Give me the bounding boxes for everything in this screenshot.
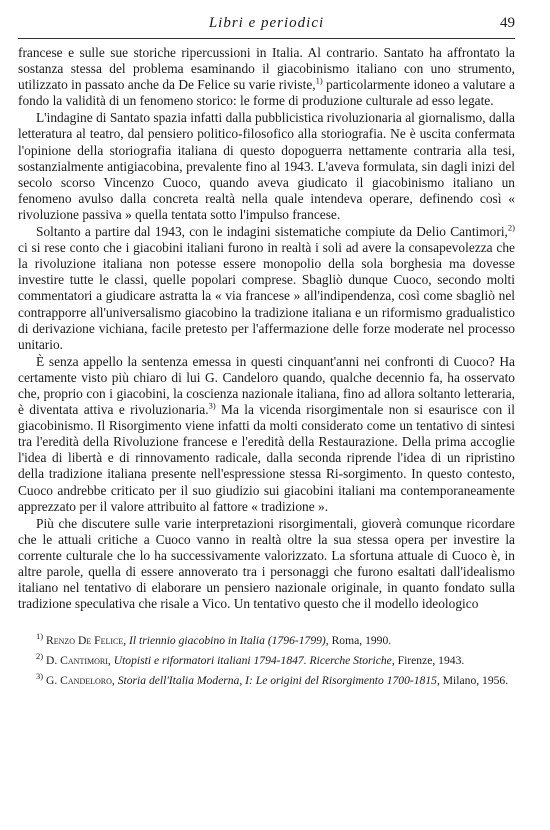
footnote-marker: 1): [36, 631, 44, 642]
footnote-ref: 2): [507, 222, 515, 233]
book-page: [18, 12, 515, 692]
footnote-ref: 1): [315, 75, 323, 86]
running-header: [18, 12, 515, 39]
text-segment: Soltanto a partire dal 1943, con le indagini sistematiche compiute da Delio Cantimori,: [36, 224, 508, 240]
footnote: [18, 672, 515, 689]
text-segment: L'indagine di Santato spazia infatti dalla pubblicistica rivoluzionaria al giornalismo, dalla letteratura al teatro, dal pensiero politico-filosofico alla storiografia. Ne è uscita confermata l'opinione della storiografia italiana di questo dopoguerra nettamente contraria alla tesi, sostanzialmente antigiacobina, prevalente fino al 1943. L'aveva formulata, sin dagli inizi del secolo scorso Vincenzo Cuoco, quando aveva giudicato il giacobinismo italiano un fenomeno avulso dalla concreta realtà nella quale intendeva operare, definendo così « rivoluzione passiva » quella tentata sotto l'impulso francese.: [18, 110, 515, 222]
footnote-text: , Milano, 1956.: [436, 674, 509, 688]
footnote-text: ,: [107, 654, 114, 668]
body-paragraph: [18, 110, 515, 223]
text-segment: Ma la vicenda risorgimentale non si esaurisce con il giacobinismo. Il Risorgimento viene infatti da molti considerato come un tentativo di sintesi tra l'eredità della Rivoluzione francese e l'eredità della Restaurazione. Della prima accoglie l'idea di libertà e di rinnovamento radicale, dalla seconda riprende l'idea di un ripristino della tradizione italiana presente nell'espressione stessa Ri-sorgimento. In questo contesto, Cuoco andrebbe criticato per il suo giudizio sui giacobini italiani ma contemporaneamente apprezzato per il valore attribuito al fattore « tradizione ».: [18, 402, 515, 514]
page-number: 49: [500, 15, 515, 31]
footnote-text: ,: [123, 634, 130, 648]
footnote-marker: 3): [36, 671, 44, 682]
footnote-text: Storia dell'Italia Moderna, I: Le origini del Risorgimento 1700-1815: [117, 674, 437, 688]
footnote: [18, 632, 515, 649]
text-segment: È senza appello la sentenza emessa in questi cinquant'anni nei confronti di Cuoco? Ha certamente visto più chiaro di lui G. Candeloro quando, qualche decennio fa, ha osservato che, proprio con i giacobini, la coscienza nazionale italiana, fino ad allora soltanto letteraria, è diventata attiva e rivoluzionaria.: [18, 353, 515, 418]
footnote-ref: 3): [208, 400, 216, 411]
text-segment: particolarmente idoneo a valutare a fondo la validità di un fenomeno storico: le forme di produzione culturale ad esso legate.: [18, 77, 515, 109]
text-segment: Più che discutere sulle varie interpretazioni risorgimentali, gioverà comunque ricordare che le attuali critiche a Cuoco vanno in realtà oltre la sua stessa opera per investire la corrente culturale che lo ha successivamente valorizzato. La sfortuna attuale di Cuoco è, in altre parole, quella di essere annoverato tra i personaggi che furono esaltati dall'idealismo italiano nel tentativo di elaborare un pensiero nazionale originale, in quanto fondato sulla tradizione speculativa che risale a Vico. Un tentativo questo che il modello ideologico: [18, 515, 515, 612]
footnote-marker: 2): [36, 651, 44, 662]
body-paragraph: [18, 45, 515, 109]
footnote-text: , Firenze, 1943.: [391, 654, 465, 668]
footnote-text: D. Cantimori: [46, 654, 108, 668]
body-paragraph: [18, 516, 515, 613]
footnote-text: ,: [111, 674, 118, 688]
text-segment: ci si rese conto che i giacobini italiani furono in realtà i soli ad avere la consapevolezza che la rivoluzione italiana non potesse essere monopolio della sola borghesia ma dovesse investire tutte le classi, quelle popolari comprese. Sbagliò dunque Cuoco, secondo molti commentatori a giudicare astratta la « via francese » all'indipendenza, così come sbagliò nel contrapporre all'universalismo giacobino la tradizione italiana e un riformismo gradualistico di derivazione vichiana, facile pretesto per l'affermazione delle forze moderate nel processo unitario.: [18, 240, 515, 352]
footnote-text: G. Candeloro: [46, 674, 112, 688]
body-paragraph: [18, 354, 515, 515]
body-text: [18, 45, 515, 612]
footnotes: [18, 632, 515, 689]
footnote: [18, 652, 515, 669]
footnote-text: , Roma, 1990.: [325, 634, 392, 648]
footnote-text: Renzo De Felice: [46, 634, 124, 648]
footnote-text: Utopisti e riformatori italiani 1794-1847. Ricerche Storiche: [113, 654, 392, 668]
running-title: Libri e periodici: [208, 15, 325, 31]
body-paragraph: [18, 224, 515, 353]
text-segment: francese e sulle sue storiche ripercussioni in Italia. Al contrario. Santato ha affrontato la sostanza stessa del problema esaminando il giacobinismo italiano con uno strumento, utilizzato in passato anche da De Felice su varie riviste,: [18, 45, 515, 93]
footnote-text: Il triennio giacobino in Italia (1796-1799): [129, 634, 326, 648]
